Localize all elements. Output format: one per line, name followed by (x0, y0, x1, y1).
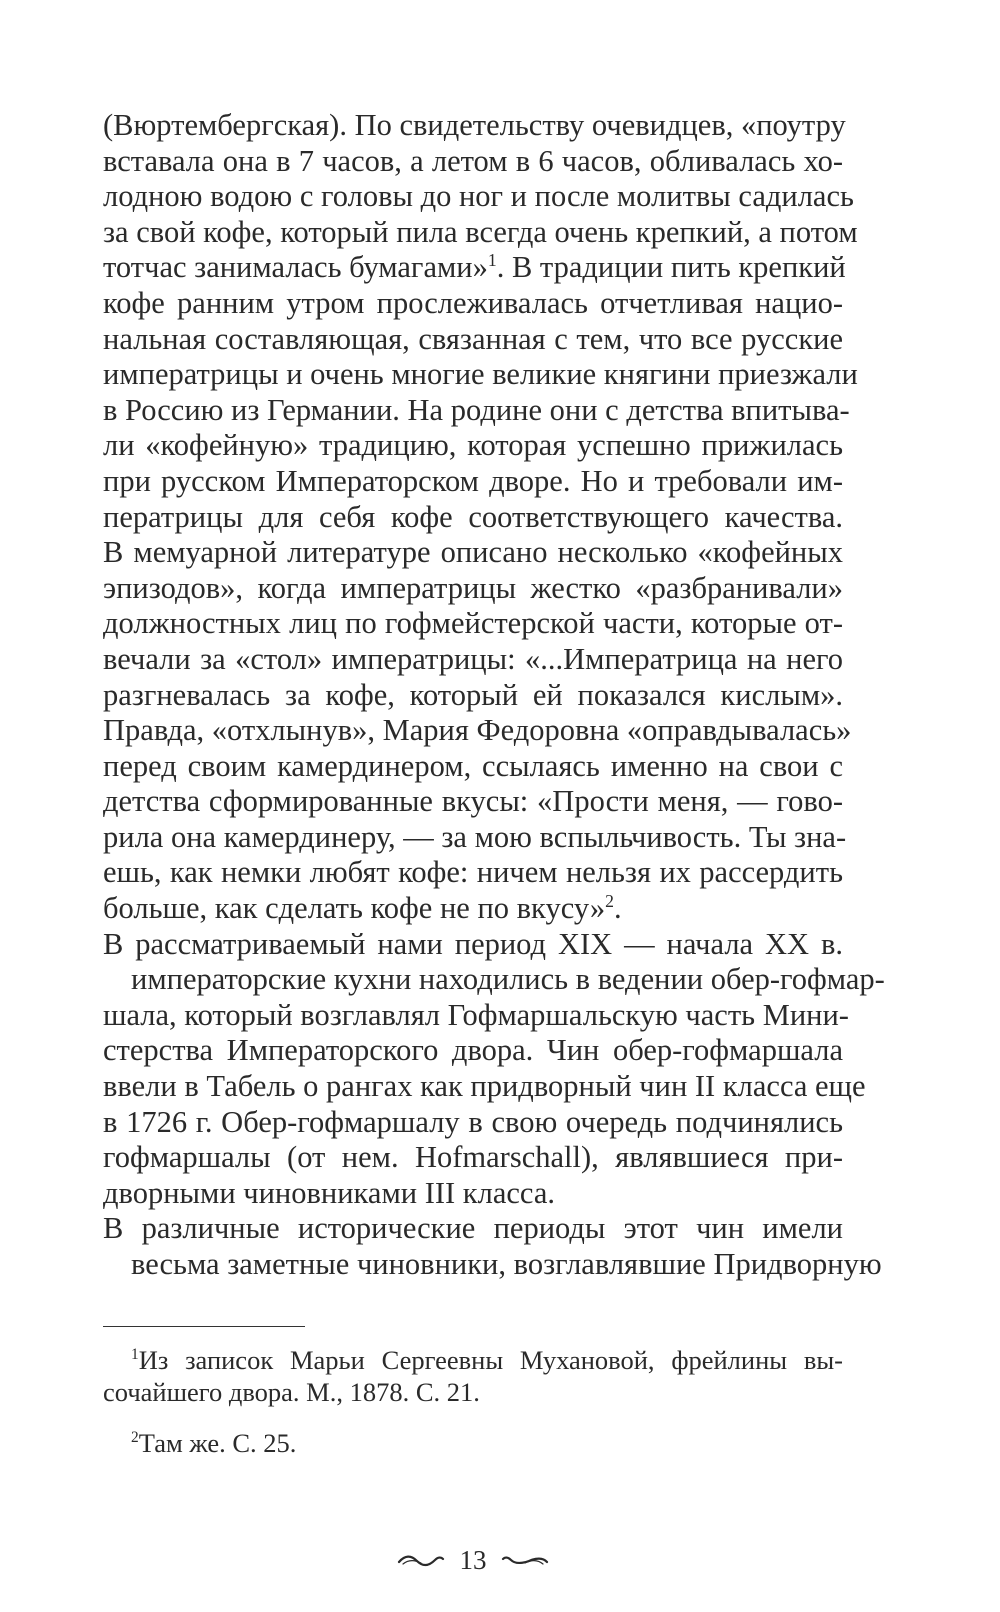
text-segment: тотчас занималась бумагами» (103, 250, 488, 285)
main-text (103, 108, 885, 1283)
text-line: в Россию из Германии. На родине они с детства впитыва- (103, 392, 850, 427)
text-line: дворными чиновниками III класса. (103, 1175, 555, 1210)
text-line: за свой кофе, который пила всегда очень крепкий, а потом (103, 214, 858, 249)
page-number: 13 (459, 1544, 487, 1575)
text-line: Правда, «отхлынув», Мария Федоровна «оправдывалась» (103, 713, 852, 748)
footnote-2 (103, 1427, 843, 1459)
book-page (103, 108, 885, 1575)
text-line: В рассматриваемый нами период XIX — начала XX в. (103, 926, 843, 961)
text-line: нальная составляющая, связанная с тем, что все русские (103, 321, 843, 356)
footnote-ref-2[interactable]: 2 (605, 890, 614, 911)
text-line: кофе ранним утром прослеживалась отчетливая нацио- (103, 285, 843, 320)
footnote-text: Из записок Марьи Сергеевны Мухановой, фрейлины вы- (138, 1345, 843, 1375)
footnote-line (131, 1427, 843, 1459)
text-line: разгневалась за кофе, который ей показался кислым». (103, 677, 843, 712)
text-line: императрицы и очень многие великие княгини приезжали (103, 357, 858, 392)
text-line: императорские кухни находились в ведении обер-гофмар- (131, 962, 885, 997)
text-line: лодною водою с головы до ног и после молитвы садилась (103, 179, 854, 214)
text-line: гофмаршалы (от нем. Hofmarschall), являвшиеся при- (103, 1140, 843, 1175)
text-line: вставала она в 7 часов, а летом в 6 часов, обливалась хо- (103, 143, 843, 178)
footnote-text: Там же. С. 25. (138, 1428, 297, 1458)
footnote-ref-1[interactable]: 1 (487, 250, 497, 271)
text-line: ли «кофейную» традицию, которая успешно прижилась (103, 428, 843, 463)
text-line (103, 891, 843, 927)
footnote-line (131, 1344, 843, 1376)
footnote-mark: 2 (131, 1429, 139, 1447)
right-ornament-icon (501, 1553, 549, 1567)
text-segment: . В традиции пить крепкий (496, 250, 846, 285)
footnote-divider (103, 1326, 305, 1327)
text-line: шала, который возглавлял Гофмаршальскую часть Мини- (103, 997, 849, 1032)
text-line (103, 250, 846, 286)
text-segment: больше, как сделать кофе не по вкусу» (103, 891, 606, 926)
left-ornament-icon (397, 1553, 445, 1567)
text-segment: . (613, 891, 622, 926)
text-line: детства сформированные вкусы: «Прости меня, — гово- (103, 784, 843, 819)
text-line: В мемуарной литературе описано несколько «кофейных (103, 535, 843, 570)
footnotes (103, 1344, 843, 1459)
text-line: ператрицы для себя кофе соответствующего качества. (103, 499, 843, 534)
text-line: при русском Императорском дворе. Но и требовали им- (103, 463, 843, 498)
text-line: ввели в Табель о рангах как придворный чин II класса еще (103, 1069, 866, 1104)
footnote-line: сочайшего двора. М., 1878. С. 21. (103, 1377, 480, 1407)
text-line: вечали за «стол» императрицы: «...Императрица на него (103, 641, 843, 676)
page-number-block (103, 1541, 843, 1576)
text-line: весьма заметные чиновники, возглавлявшие Придворную (131, 1247, 882, 1281)
text-line: в 1726 г. Обер-гофмаршалу в свою очередь подчинялись (103, 1104, 843, 1139)
footnote-mark: 1 (131, 1346, 139, 1364)
footnote-1 (103, 1344, 843, 1408)
text-line: (Вюртембергская). По свидетельству очевидцев, «поутру (103, 108, 846, 142)
text-line: перед своим камердинером, ссылаясь именно на свои с (103, 748, 843, 783)
text-line: стерства Императорского двора. Чин обер-гофмаршала (103, 1033, 843, 1068)
text-line: В различные исторические периоды этот чин имели (103, 1211, 843, 1246)
text-line: ешь, как немки любят кофе: ничем нельзя их рассердить (103, 855, 843, 890)
text-line: рила она камердинеру, — за мою вспыльчивость. Ты зна- (103, 819, 847, 854)
text-line: должностных лиц по гофмейстерской части, которые от- (103, 606, 843, 641)
text-line: эпизодов», когда императрицы жестко «разбранивали» (103, 570, 843, 605)
